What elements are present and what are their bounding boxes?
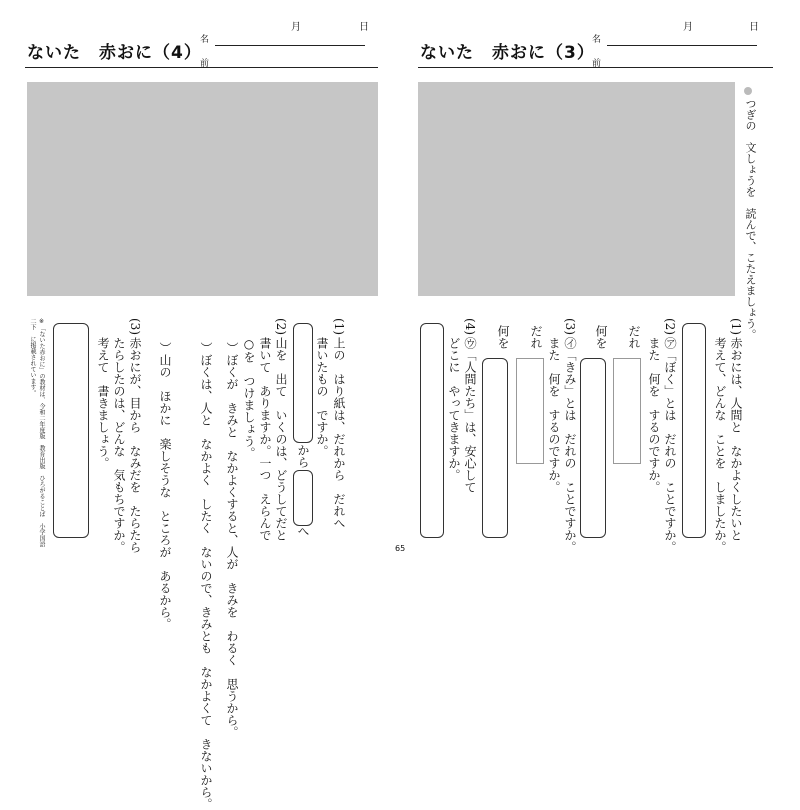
q2-option-3[interactable]: ）山の ほかに 楽しそうな ところが あるから。 [158, 342, 172, 630]
q3-who-answer-box[interactable] [516, 358, 544, 464]
q1-text-line-2: 考えて、どんな ことを しましたか。 [713, 337, 727, 553]
day-label: 日 [359, 22, 369, 33]
q1-answer-from[interactable] [293, 323, 313, 443]
q1-number: (1) [332, 318, 346, 335]
q3-number: (3) [128, 318, 142, 335]
q1-text-line-2: 書いたもの ですか。 [315, 337, 329, 457]
q3-text-line-1: 赤おにが、目から なみだを たらたら [128, 337, 142, 553]
q3-text-line-3: 考えて 書きましょう。 [96, 337, 110, 469]
q2-option-2[interactable]: ）ぼくは、人と なかよく したく ないので、きみとも なかよくて きないから。 [199, 342, 213, 810]
q3-number: (3) [563, 318, 577, 335]
month-label: 月 [683, 22, 693, 33]
q2-text-line-1: ㋐「ぼく」とは だれの ことですか。 [663, 337, 677, 553]
name-field-line[interactable] [215, 45, 365, 46]
month-label: 月 [291, 22, 301, 33]
day-label: 日 [749, 22, 759, 33]
q1-from-label: から [296, 444, 310, 468]
page-title: ないた 赤おに（3） [420, 43, 595, 63]
q3-who-label: だれ [529, 325, 543, 349]
name-field-line[interactable] [607, 45, 757, 46]
q2-number: (2) [274, 318, 288, 335]
q3-text-line-1: ㋑「きみ」とは だれの ことですか。 [563, 337, 577, 553]
q4-answer-area[interactable] [420, 323, 444, 538]
q2-text-line-2: 書いて ありますか。一つ えらんで [258, 337, 272, 541]
q3-text-line-2: また 何を するのですか。 [547, 337, 561, 493]
illustration-placeholder [27, 82, 378, 296]
page-number: 65 [395, 544, 406, 553]
q3-what-label: 何を [496, 325, 510, 349]
bullet-icon [744, 87, 752, 95]
q2-number: (2) [663, 318, 677, 335]
q2-who-answer-box[interactable] [613, 358, 641, 464]
name-label-top: 名 [200, 35, 210, 45]
q3-answer-area[interactable] [53, 323, 89, 538]
q2-option-1[interactable]: ）ぼくが きみと なかよくすると、人が きみを わるく 思うから。 [225, 342, 239, 738]
q1-number: (1) [729, 318, 743, 335]
q4-text-line-2: どこに やってきますか。 [447, 337, 461, 481]
q1-text-line-1: 赤おには、人間と なかよくしたいと [729, 337, 743, 541]
q4-text-line-1: ㋒「人間たち」は、安心して [463, 337, 477, 493]
header-rule [25, 67, 378, 68]
illustration-placeholder [418, 82, 735, 296]
q4-number: (4) [463, 318, 477, 335]
name-label-top: 名 [592, 35, 602, 45]
right-worksheet [400, 0, 800, 569]
header-rule [418, 67, 773, 68]
q1-to-label: へ [296, 525, 310, 537]
q2-what-answer-area[interactable] [580, 358, 606, 538]
instruction-text: つぎの 文しょうを 読んで、こたえましょう。 [744, 98, 757, 340]
footnote-line-2: 二下 に掲載されています。 [29, 318, 36, 396]
footnote-line-1: ※「ないた赤おに」の教材は、令和二年度版 教育出版 ひろがることば 小学国語 [38, 318, 45, 547]
q1-answer-to[interactable] [293, 470, 313, 526]
page-title: ないた 赤おに（4） [27, 43, 202, 63]
q1-answer-area[interactable] [682, 323, 706, 538]
q2-text-line-3: ○を つけましょう。 [242, 337, 256, 459]
q2-text-line-1: 山を 出て いくのは、どうしてだと [274, 337, 288, 541]
q3-what-answer-area[interactable] [482, 358, 508, 538]
name-label-bottom: 前 [200, 59, 210, 69]
q2-what-label: 何を [594, 325, 608, 349]
q2-who-label: だれ [627, 325, 641, 349]
q3-text-line-2: たらしたのは、どんな 気もちですか。 [112, 337, 126, 553]
q1-text-line-1: 上の はり紙は、だれから だれへ [332, 337, 346, 529]
name-label-bottom: 前 [592, 59, 602, 69]
q2-text-line-2: また 何を するのですか。 [647, 337, 661, 493]
